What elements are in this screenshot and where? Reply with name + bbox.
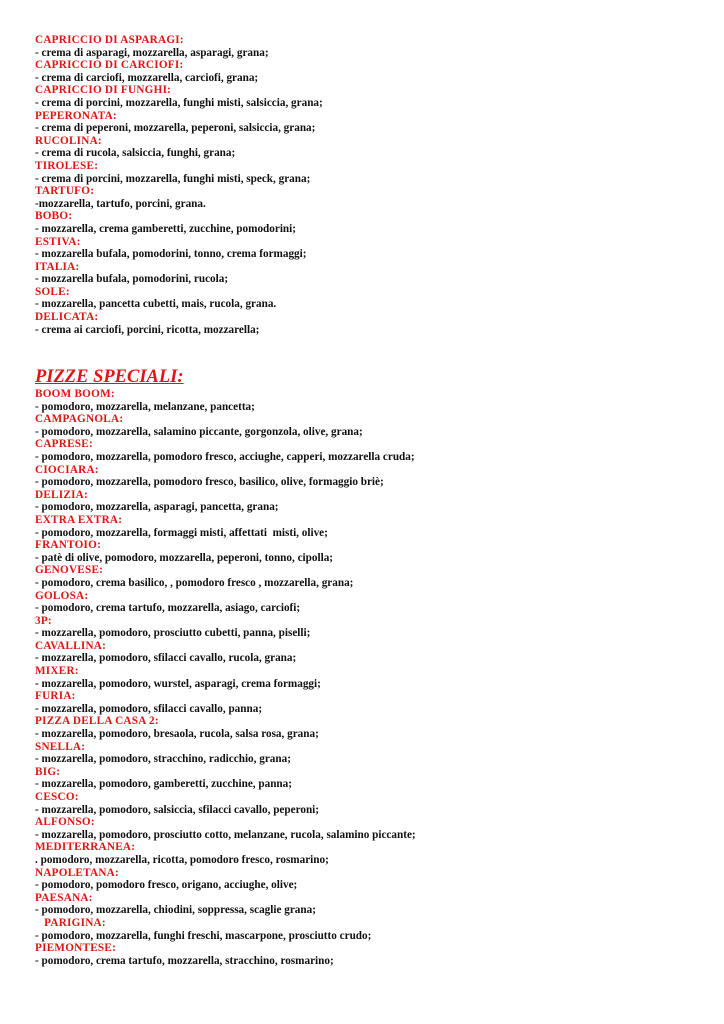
- pizza-name: CAPRESE:: [35, 438, 93, 451]
- pizza-name: PAESANA:: [35, 891, 93, 904]
- menu-item: [35, 135, 715, 160]
- pizza-ingredients: - mozzarella, pancetta cubetti, mais, rucola, grana.: [35, 298, 277, 311]
- pizza-name: PIZZA DELLA CASA 2:: [35, 715, 159, 728]
- pizza-ingredients: - pomodoro, mozzarella, formaggi misti, affettati misti, olive;: [35, 526, 328, 539]
- pizza-ingredients: - mozzarella, pomodoro, prosciutto cubetti, panna, piselli;: [35, 627, 311, 640]
- pizza-ingredients: - pomodoro, mozzarella, chiodini, soppressa, scaglie grana;: [35, 904, 316, 917]
- pizza-ingredients: - pomodoro, mozzarella, salamino piccante, gorgonzola, olive, grana;: [35, 425, 363, 438]
- pizza-ingredients: - crema di porcini, mozzarella, funghi misti, speck, grana;: [35, 172, 311, 185]
- pizza-ingredients: - crema di asparagi, mozzarella, asparagi, grana;: [35, 46, 269, 59]
- pizza-name: RUCOLINA:: [35, 134, 102, 147]
- pizza-name: DELIZIA:: [35, 488, 88, 501]
- menu-item: [35, 110, 715, 135]
- pizza-name: 3P:: [35, 614, 52, 627]
- pizza-ingredients: - mozzarella, pomodoro, wurstel, asparagi, crema formaggi;: [35, 677, 321, 690]
- pizza-name: MIXER:: [35, 665, 79, 678]
- pizza-name: CAMPAGNOLA:: [35, 413, 124, 426]
- pizza-ingredients: - mozzarella, pomodoro, stracchino, radicchio, grana;: [35, 753, 291, 766]
- menu-item: [35, 867, 715, 892]
- pizza-name: SOLE:: [35, 285, 70, 298]
- pizza-name: PIEMONTESE:: [35, 942, 117, 955]
- pizza-ingredients: - pomodoro, mozzarella, melanzane, pancetta;: [35, 400, 255, 413]
- pizza-ingredients: - mozzarella, pomodoro, prosciutto cotto, melanzane, rucola, salamino piccante;: [35, 828, 416, 841]
- pizza-ingredients: - pomodoro, mozzarella, pomodoro fresco, basilico, olive, formaggio briè;: [35, 476, 384, 489]
- menu-item: [35, 741, 715, 766]
- menu-item: [35, 34, 715, 59]
- pizza-name: CAPRICCIO DI CARCIOFI:: [35, 59, 184, 72]
- pizza-ingredients: - mozzarella, crema gamberetti, zucchine, pomodorini;: [35, 222, 296, 235]
- pizza-ingredients: - mozzarella, pomodoro, gamberetti, zucchine, panna;: [35, 778, 292, 791]
- pizza-name: NAPOLETANA:: [35, 866, 119, 879]
- pizza-name: CIOCIARA:: [35, 463, 99, 476]
- pizza-ingredients: - patè di olive, pomodoro, mozzarella, peperoni, tonno, cipolla;: [35, 551, 334, 564]
- pizza-name: TARTUFO:: [35, 185, 95, 198]
- menu-item: [35, 59, 715, 84]
- menu-item: [35, 388, 715, 413]
- pizza-list-speciali: [35, 388, 715, 967]
- menu-item: [35, 261, 715, 286]
- pizza-name: FRANTOIO:: [35, 539, 102, 552]
- pizza-ingredients: - pomodoro, mozzarella, asparagi, pancetta, grana;: [35, 501, 279, 514]
- pizza-name: TIROLESE:: [35, 159, 99, 172]
- menu-item: [35, 489, 715, 514]
- pizza-ingredients: - crema ai carciofi, porcini, ricotta, mozzarella;: [35, 323, 260, 336]
- menu-item: [35, 715, 715, 740]
- pizza-ingredients: - mozzarella, pomodoro, sfilacci cavallo, rucola, grana;: [35, 652, 297, 665]
- pizza-name: PEPERONATA:: [35, 109, 117, 122]
- menu-item: [35, 841, 715, 866]
- pizza-ingredients: -mozzarella, tartufo, porcini, grana.: [35, 197, 206, 210]
- menu-item: [35, 210, 715, 235]
- menu-item: [35, 640, 715, 665]
- menu-item: [35, 892, 715, 917]
- pizza-name: ITALIA:: [35, 260, 80, 273]
- pizza-ingredients: . pomodoro, mozzarella, ricotta, pomodoro fresco, rosmarino;: [35, 853, 329, 866]
- pizza-ingredients: - crema di rucola, salsiccia, funghi, grana;: [35, 147, 236, 160]
- pizza-name: CAPRICCIO DI ASPARAGI:: [35, 34, 184, 46]
- pizza-ingredients: - pomodoro, crema tartufo, mozzarella, stracchino, rosmarino;: [35, 954, 334, 967]
- pizza-name: ALFONSO:: [35, 816, 95, 829]
- menu-item: [35, 185, 715, 210]
- menu-item: [35, 539, 715, 564]
- menu-item: [35, 413, 715, 438]
- menu-item: [35, 160, 715, 185]
- menu-item: [35, 564, 715, 589]
- menu-item: [35, 615, 715, 640]
- pizza-name: ESTIVA:: [35, 235, 81, 248]
- pizza-name: DELICATA:: [35, 311, 99, 324]
- pizza-ingredients: - pomodoro, crema tartufo, mozzarella, asiago, carciofi;: [35, 602, 301, 615]
- menu-item: [35, 690, 715, 715]
- pizza-name: GOLOSA:: [35, 589, 89, 602]
- pizza-name: BOOM BOOM:: [35, 388, 115, 400]
- menu-item: [35, 286, 715, 311]
- menu-item: [35, 816, 715, 841]
- pizza-ingredients: - pomodoro, pomodoro fresco, origano, acciughe, olive;: [35, 879, 298, 892]
- pizza-name: CAPRICCIO DI FUNGHI:: [35, 84, 172, 97]
- pizza-ingredients: - pomodoro, crema basilico, , pomodoro fresco , mozzarella, grana;: [35, 576, 354, 589]
- menu-item: [35, 84, 715, 109]
- menu-item: [35, 514, 715, 539]
- pizza-name: MEDITERRANEA:: [35, 841, 136, 854]
- pizza-name: BOBO:: [35, 210, 73, 223]
- pizza-ingredients: - mozzarella, pomodoro, sfilacci cavallo, panna;: [35, 702, 263, 715]
- pizza-name: PARIGINA:: [35, 916, 106, 929]
- menu-item: [35, 236, 715, 261]
- pizza-name: SNELLA:: [35, 740, 86, 753]
- section-title-pizze-speciali: PIZZE SPECIALI:: [35, 367, 184, 387]
- pizza-ingredients: - pomodoro, mozzarella, pomodoro fresco, acciughe, capperi, mozzarella cruda;: [35, 450, 415, 463]
- pizza-ingredients: - crema di carciofi, mozzarella, carciofi, grana;: [35, 71, 259, 84]
- pizza-name: FURIA:: [35, 690, 76, 703]
- menu-item: [35, 791, 715, 816]
- pizza-ingredients: - crema di porcini, mozzarella, funghi misti, salsiccia, grana;: [35, 96, 323, 109]
- pizza-ingredients: - mozzarella bufala, pomodorini, tonno, crema formaggi;: [35, 248, 307, 261]
- menu-item: [35, 665, 715, 690]
- pizza-name: GENOVESE:: [35, 564, 104, 577]
- menu-item: [35, 942, 715, 967]
- pizza-list-top: [35, 34, 715, 336]
- pizza-name: EXTRA EXTRA:: [35, 513, 123, 526]
- pizza-name: CAVALLINA:: [35, 639, 107, 652]
- pizza-ingredients: - mozzarella, pomodoro, bresaola, rucola, salsa rosa, grana;: [35, 728, 319, 741]
- pizza-name: CESCO:: [35, 791, 79, 803]
- menu-item: [35, 311, 715, 336]
- pizza-ingredients: - crema di peperoni, mozzarella, peperoni, salsiccia, grana;: [35, 122, 316, 135]
- menu-item: [35, 464, 715, 489]
- pizza-ingredients: - mozzarella, pomodoro, salsiccia, sfilacci cavallo, peperoni;: [35, 803, 319, 816]
- pizza-ingredients: - mozzarella bufala, pomodorini, rucola;: [35, 273, 229, 286]
- menu-item: [35, 438, 715, 463]
- pizza-name: BIG:: [35, 765, 61, 778]
- menu-item: [35, 917, 715, 942]
- menu-item: [35, 590, 715, 615]
- pizza-ingredients: - pomodoro, mozzarella, funghi freschi, mascarpone, prosciutto crudo;: [35, 929, 372, 942]
- menu-item: [35, 766, 715, 791]
